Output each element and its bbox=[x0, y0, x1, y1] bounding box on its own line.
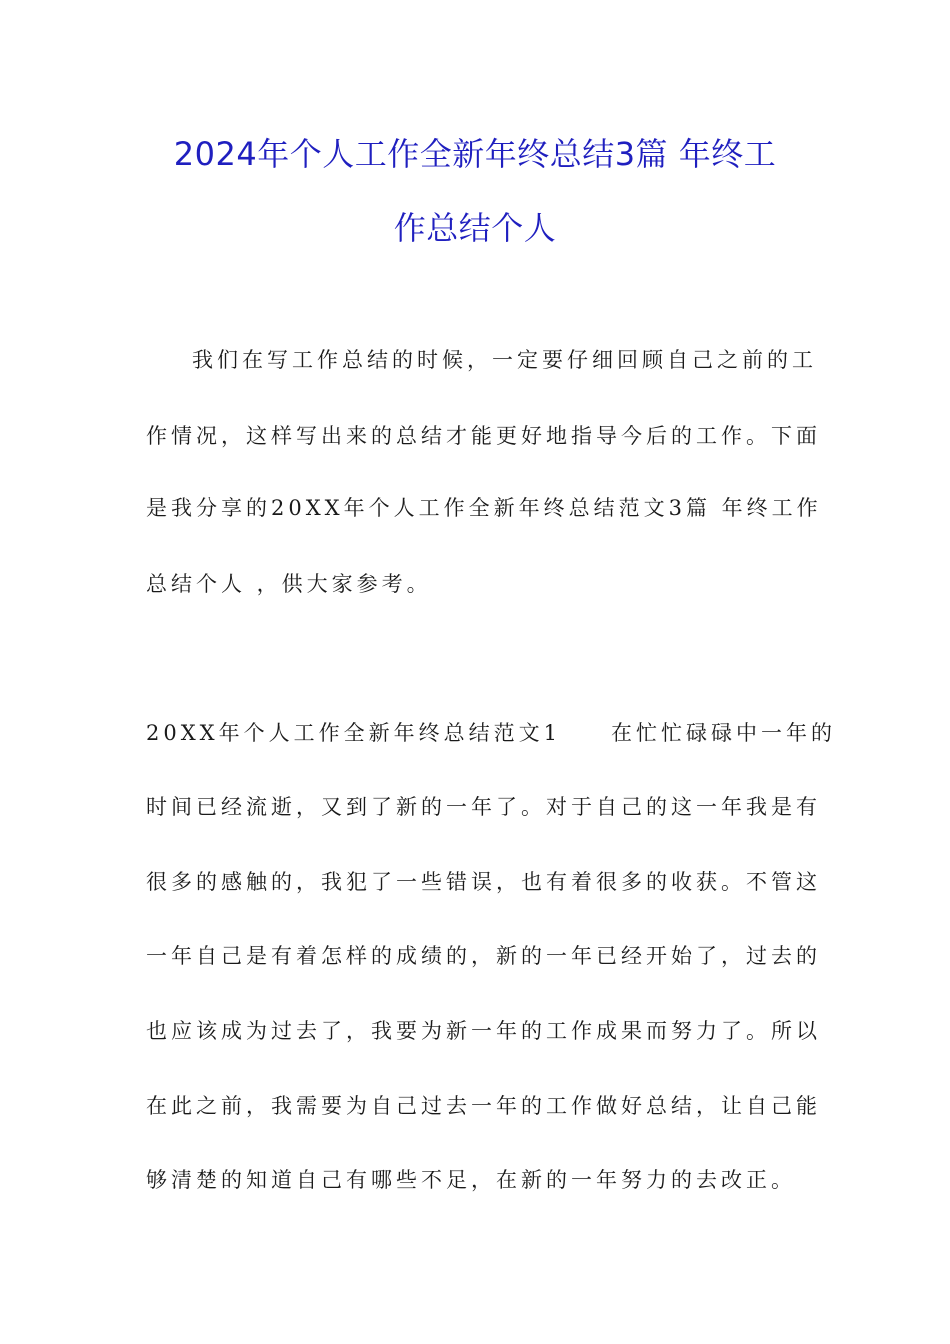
document-title bbox=[130, 117, 820, 265]
intro-line-1: 我们在写工作总结的时候，一定要仔细回顾自己之前的工 bbox=[192, 348, 817, 372]
intro-line-4: 总结个人 ，供大家参考。 bbox=[146, 572, 432, 596]
section1-line-5: 也应该成为过去了，我要为新一年的工作成果而努力了。所以 bbox=[146, 1019, 821, 1043]
section1-line-2: 时间已经流逝，又到了新的一年了。对于自己的这一年我是有 bbox=[146, 795, 821, 819]
title-line-1: 2024年个人工作全新年终总结3篇 年终工 bbox=[173, 135, 777, 173]
intro-line-2: 作情况，这样写出来的总结才能更好地指导今后的工作。下面 bbox=[146, 424, 821, 448]
section1-line-4: 一年自己是有着怎样的成绩的，新的一年已经开始了，过去的 bbox=[146, 944, 821, 968]
section1-line-1: 20XX年个人工作全新年终总结范文1 在忙忙碌碌中一年的 bbox=[146, 721, 836, 745]
section1-line-7: 够清楚的知道自己有哪些不足，在新的一年努力的去改正。 bbox=[146, 1168, 796, 1192]
title-line-2: 作总结个人 bbox=[393, 209, 557, 247]
intro-line-3: 是我分享的20XX年个人工作全新年终总结范文3篇 年终工作 bbox=[146, 496, 822, 520]
section1-line-3: 很多的感触的，我犯了一些错误，也有着很多的收获。不管这 bbox=[146, 870, 821, 894]
section1-line-6: 在此之前，我需要为自己过去一年的工作做好总结，让自己能 bbox=[146, 1094, 821, 1118]
